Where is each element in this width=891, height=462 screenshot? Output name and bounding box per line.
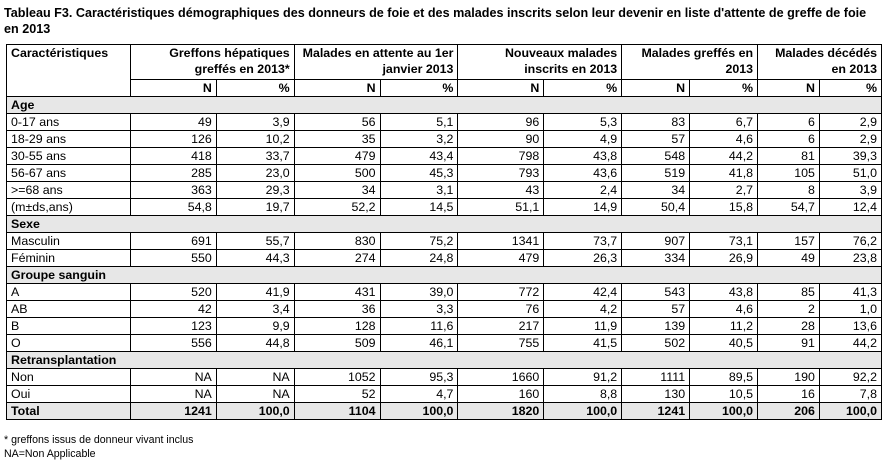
- cell-n: 1111: [622, 369, 690, 386]
- row-label: O: [7, 335, 131, 352]
- total-n: 1104: [294, 403, 380, 420]
- cell-n: 418: [130, 148, 216, 165]
- row-label: 30-55 ans: [7, 148, 131, 165]
- row-label: B: [7, 318, 131, 335]
- header-pct: %: [544, 80, 622, 97]
- cell-pct: 40,5: [690, 335, 758, 352]
- cell-n: 34: [294, 182, 380, 199]
- cell-n: 35: [294, 131, 380, 148]
- cell-pct: 5,3: [544, 114, 622, 131]
- row-label: Féminin: [7, 250, 131, 267]
- cell-n: 830: [294, 233, 380, 250]
- cell-pct: 4,6: [690, 131, 758, 148]
- cell-n: 502: [622, 335, 690, 352]
- header-pct: %: [690, 80, 758, 97]
- cell-pct: 26,3: [544, 250, 622, 267]
- row-label: 56-67 ans: [7, 165, 131, 182]
- cell-pct: 45,3: [380, 165, 458, 182]
- table-row: [7, 165, 882, 182]
- total-pct: 100,0: [216, 403, 294, 420]
- cell-pct: 51,0: [819, 165, 881, 182]
- cell-pct: 33,7: [216, 148, 294, 165]
- cell-n: 798: [458, 148, 544, 165]
- table-row: [7, 301, 882, 318]
- cell-pct: 11,2: [690, 318, 758, 335]
- cell-pct: 43,4: [380, 148, 458, 165]
- cell-pct: 10,2: [216, 131, 294, 148]
- row-label: A: [7, 284, 131, 301]
- cell-pct: 6,7: [690, 114, 758, 131]
- cell-pct: 11,6: [380, 318, 458, 335]
- cell-n: 217: [458, 318, 544, 335]
- cell-n: 105: [758, 165, 820, 182]
- cell-n: 519: [622, 165, 690, 182]
- cell-pct: 3,2: [380, 131, 458, 148]
- cell-n: 54,7: [758, 199, 820, 216]
- section-label: Groupe sanguin: [7, 267, 882, 284]
- cell-n: 543: [622, 284, 690, 301]
- section-row: [7, 97, 882, 114]
- cell-pct: 29,3: [216, 182, 294, 199]
- cell-pct: NA: [216, 386, 294, 403]
- cell-pct: 14,9: [544, 199, 622, 216]
- cell-n: 52: [294, 386, 380, 403]
- cell-n: 28: [758, 318, 820, 335]
- cell-pct: 41,3: [819, 284, 881, 301]
- cell-pct: 26,9: [690, 250, 758, 267]
- total-pct: 100,0: [819, 403, 881, 420]
- cell-n: 907: [622, 233, 690, 250]
- table-head: [7, 45, 882, 97]
- cell-n: 81: [758, 148, 820, 165]
- table-row: [7, 318, 882, 335]
- cell-n: 36: [294, 301, 380, 318]
- cell-n: 96: [458, 114, 544, 131]
- cell-n: 334: [622, 250, 690, 267]
- header-characteristics: Caractéristiques: [7, 45, 131, 97]
- cell-pct: 91,2: [544, 369, 622, 386]
- group-header-row: [7, 45, 882, 80]
- table-row: [7, 250, 882, 267]
- cell-pct: 4,6: [690, 301, 758, 318]
- table-row: [7, 386, 882, 403]
- section-row: [7, 267, 882, 284]
- cell-n: 479: [294, 148, 380, 165]
- cell-n: 509: [294, 335, 380, 352]
- cell-pct: 2,7: [690, 182, 758, 199]
- cell-pct: 23,0: [216, 165, 294, 182]
- table-row: [7, 199, 882, 216]
- cell-n: 42: [130, 301, 216, 318]
- cell-pct: 3,9: [216, 114, 294, 131]
- cell-pct: 3,3: [380, 301, 458, 318]
- cell-pct: 2,4: [544, 182, 622, 199]
- total-n: 1241: [130, 403, 216, 420]
- header-n: N: [294, 80, 380, 97]
- cell-n: 479: [458, 250, 544, 267]
- table-row: [7, 182, 882, 199]
- cell-pct: 7,8: [819, 386, 881, 403]
- cell-n: 793: [458, 165, 544, 182]
- cell-n: 550: [130, 250, 216, 267]
- unit-header-row: [7, 80, 882, 97]
- header-group-1: Greffons hépatiques greffés en 2013*: [130, 45, 294, 80]
- cell-n: 2: [758, 301, 820, 318]
- cell-n: 123: [130, 318, 216, 335]
- footnote-living-donor: * greffons issus de donneur vivant inclus: [4, 434, 194, 446]
- cell-n: 126: [130, 131, 216, 148]
- cell-n: 1660: [458, 369, 544, 386]
- cell-pct: 3,4: [216, 301, 294, 318]
- cell-n: 160: [458, 386, 544, 403]
- row-label: Oui: [7, 386, 131, 403]
- cell-pct: 13,6: [819, 318, 881, 335]
- header-pct: %: [380, 80, 458, 97]
- section-label: Age: [7, 97, 882, 114]
- row-label: Non: [7, 369, 131, 386]
- cell-n: 128: [294, 318, 380, 335]
- header-group-3: Nouveaux malades inscrits en 2013: [458, 45, 622, 80]
- cell-pct: 41,5: [544, 335, 622, 352]
- cell-pct: 41,8: [690, 165, 758, 182]
- cell-pct: 2,9: [819, 131, 881, 148]
- cell-n: 363: [130, 182, 216, 199]
- cell-n: 157: [758, 233, 820, 250]
- table-row: [7, 114, 882, 131]
- data-table: [6, 44, 882, 420]
- cell-pct: 55,7: [216, 233, 294, 250]
- cell-pct: 46,1: [380, 335, 458, 352]
- cell-n: 49: [758, 250, 820, 267]
- header-pct: %: [216, 80, 294, 97]
- cell-n: 49: [130, 114, 216, 131]
- header-n: N: [758, 80, 820, 97]
- cell-pct: 43,8: [690, 284, 758, 301]
- cell-pct: 39,3: [819, 148, 881, 165]
- cell-pct: 4,7: [380, 386, 458, 403]
- header-group-4: Malades greffés en 2013: [622, 45, 758, 80]
- cell-pct: 9,9: [216, 318, 294, 335]
- cell-n: 43: [458, 182, 544, 199]
- cell-pct: 4,9: [544, 131, 622, 148]
- header-n: N: [130, 80, 216, 97]
- table-row: [7, 284, 882, 301]
- cell-n: 1341: [458, 233, 544, 250]
- header-group-5: Malades décédés en 2013: [758, 45, 882, 80]
- cell-n: 285: [130, 165, 216, 182]
- section-row: [7, 352, 882, 369]
- table-title: [4, 5, 884, 37]
- cell-n: 274: [294, 250, 380, 267]
- cell-n: 772: [458, 284, 544, 301]
- cell-n: 90: [458, 131, 544, 148]
- cell-pct: 2,9: [819, 114, 881, 131]
- cell-pct: 92,2: [819, 369, 881, 386]
- row-label: (m±ds,ans): [7, 199, 131, 216]
- cell-pct: 23,8: [819, 250, 881, 267]
- cell-n: 76: [458, 301, 544, 318]
- footnote-na: NA=Non Applicable: [4, 448, 96, 460]
- section-label: Sexe: [7, 216, 882, 233]
- header-pct: %: [819, 80, 881, 97]
- cell-pct: 76,2: [819, 233, 881, 250]
- cell-pct: 3,1: [380, 182, 458, 199]
- cell-n: 85: [758, 284, 820, 301]
- cell-n: 520: [130, 284, 216, 301]
- cell-n: 50,4: [622, 199, 690, 216]
- cell-n: 91: [758, 335, 820, 352]
- cell-n: 34: [622, 182, 690, 199]
- cell-pct: 11,9: [544, 318, 622, 335]
- cell-pct: 5,1: [380, 114, 458, 131]
- cell-pct: 42,4: [544, 284, 622, 301]
- cell-pct: 12,4: [819, 199, 881, 216]
- cell-pct: 43,8: [544, 148, 622, 165]
- section-label: Retransplantation: [7, 352, 882, 369]
- cell-pct: 44,8: [216, 335, 294, 352]
- cell-pct: NA: [216, 369, 294, 386]
- table-body: [7, 97, 882, 420]
- table-title-prefix: Tableau F3.: [4, 6, 73, 20]
- cell-n: 139: [622, 318, 690, 335]
- total-row: [7, 403, 882, 420]
- cell-pct: 95,3: [380, 369, 458, 386]
- cell-n: 755: [458, 335, 544, 352]
- cell-n: 57: [622, 131, 690, 148]
- row-label: >=68 ans: [7, 182, 131, 199]
- table-row: [7, 148, 882, 165]
- cell-pct: 4,2: [544, 301, 622, 318]
- cell-pct: 44,2: [690, 148, 758, 165]
- cell-n: 691: [130, 233, 216, 250]
- total-n: 1820: [458, 403, 544, 420]
- cell-n: 52,2: [294, 199, 380, 216]
- cell-pct: 41,9: [216, 284, 294, 301]
- total-pct: 100,0: [690, 403, 758, 420]
- cell-n: 83: [622, 114, 690, 131]
- cell-pct: 39,0: [380, 284, 458, 301]
- cell-n: 56: [294, 114, 380, 131]
- cell-pct: 8,8: [544, 386, 622, 403]
- cell-pct: 44,3: [216, 250, 294, 267]
- total-pct: 100,0: [544, 403, 622, 420]
- table-row: [7, 335, 882, 352]
- section-row: [7, 216, 882, 233]
- table-row: [7, 233, 882, 250]
- total-label: Total: [7, 403, 131, 420]
- cell-n: NA: [130, 386, 216, 403]
- cell-n: 6: [758, 114, 820, 131]
- cell-pct: 1,0: [819, 301, 881, 318]
- header-n: N: [458, 80, 544, 97]
- header-n: N: [622, 80, 690, 97]
- cell-n: 556: [130, 335, 216, 352]
- cell-n: 51,1: [458, 199, 544, 216]
- cell-n: 190: [758, 369, 820, 386]
- table-row: [7, 369, 882, 386]
- cell-n: 130: [622, 386, 690, 403]
- cell-n: NA: [130, 369, 216, 386]
- cell-pct: 24,8: [380, 250, 458, 267]
- total-n: 206: [758, 403, 820, 420]
- cell-n: 6: [758, 131, 820, 148]
- cell-n: 1052: [294, 369, 380, 386]
- cell-pct: 14,5: [380, 199, 458, 216]
- total-pct: 100,0: [380, 403, 458, 420]
- cell-pct: 73,7: [544, 233, 622, 250]
- cell-n: 16: [758, 386, 820, 403]
- cell-pct: 73,1: [690, 233, 758, 250]
- cell-pct: 43,6: [544, 165, 622, 182]
- total-n: 1241: [622, 403, 690, 420]
- row-label: 0-17 ans: [7, 114, 131, 131]
- cell-pct: 75,2: [380, 233, 458, 250]
- row-label: 18-29 ans: [7, 131, 131, 148]
- row-label: AB: [7, 301, 131, 318]
- table-row: [7, 131, 882, 148]
- cell-pct: 44,2: [819, 335, 881, 352]
- cell-pct: 10,5: [690, 386, 758, 403]
- cell-pct: 89,5: [690, 369, 758, 386]
- cell-pct: 15,8: [690, 199, 758, 216]
- cell-n: 548: [622, 148, 690, 165]
- table-title-text: Caractéristiques démographiques des donneurs de foie et des malades inscrits selon leur devenir en liste d'attente de greffe de foie en 2013: [4, 6, 867, 36]
- header-group-2: Malades en attente au 1er janvier 2013: [294, 45, 458, 80]
- cell-n: 54,8: [130, 199, 216, 216]
- row-label: Masculin: [7, 233, 131, 250]
- cell-n: 500: [294, 165, 380, 182]
- cell-n: 8: [758, 182, 820, 199]
- cell-pct: 3,9: [819, 182, 881, 199]
- cell-n: 57: [622, 301, 690, 318]
- cell-pct: 19,7: [216, 199, 294, 216]
- cell-n: 431: [294, 284, 380, 301]
